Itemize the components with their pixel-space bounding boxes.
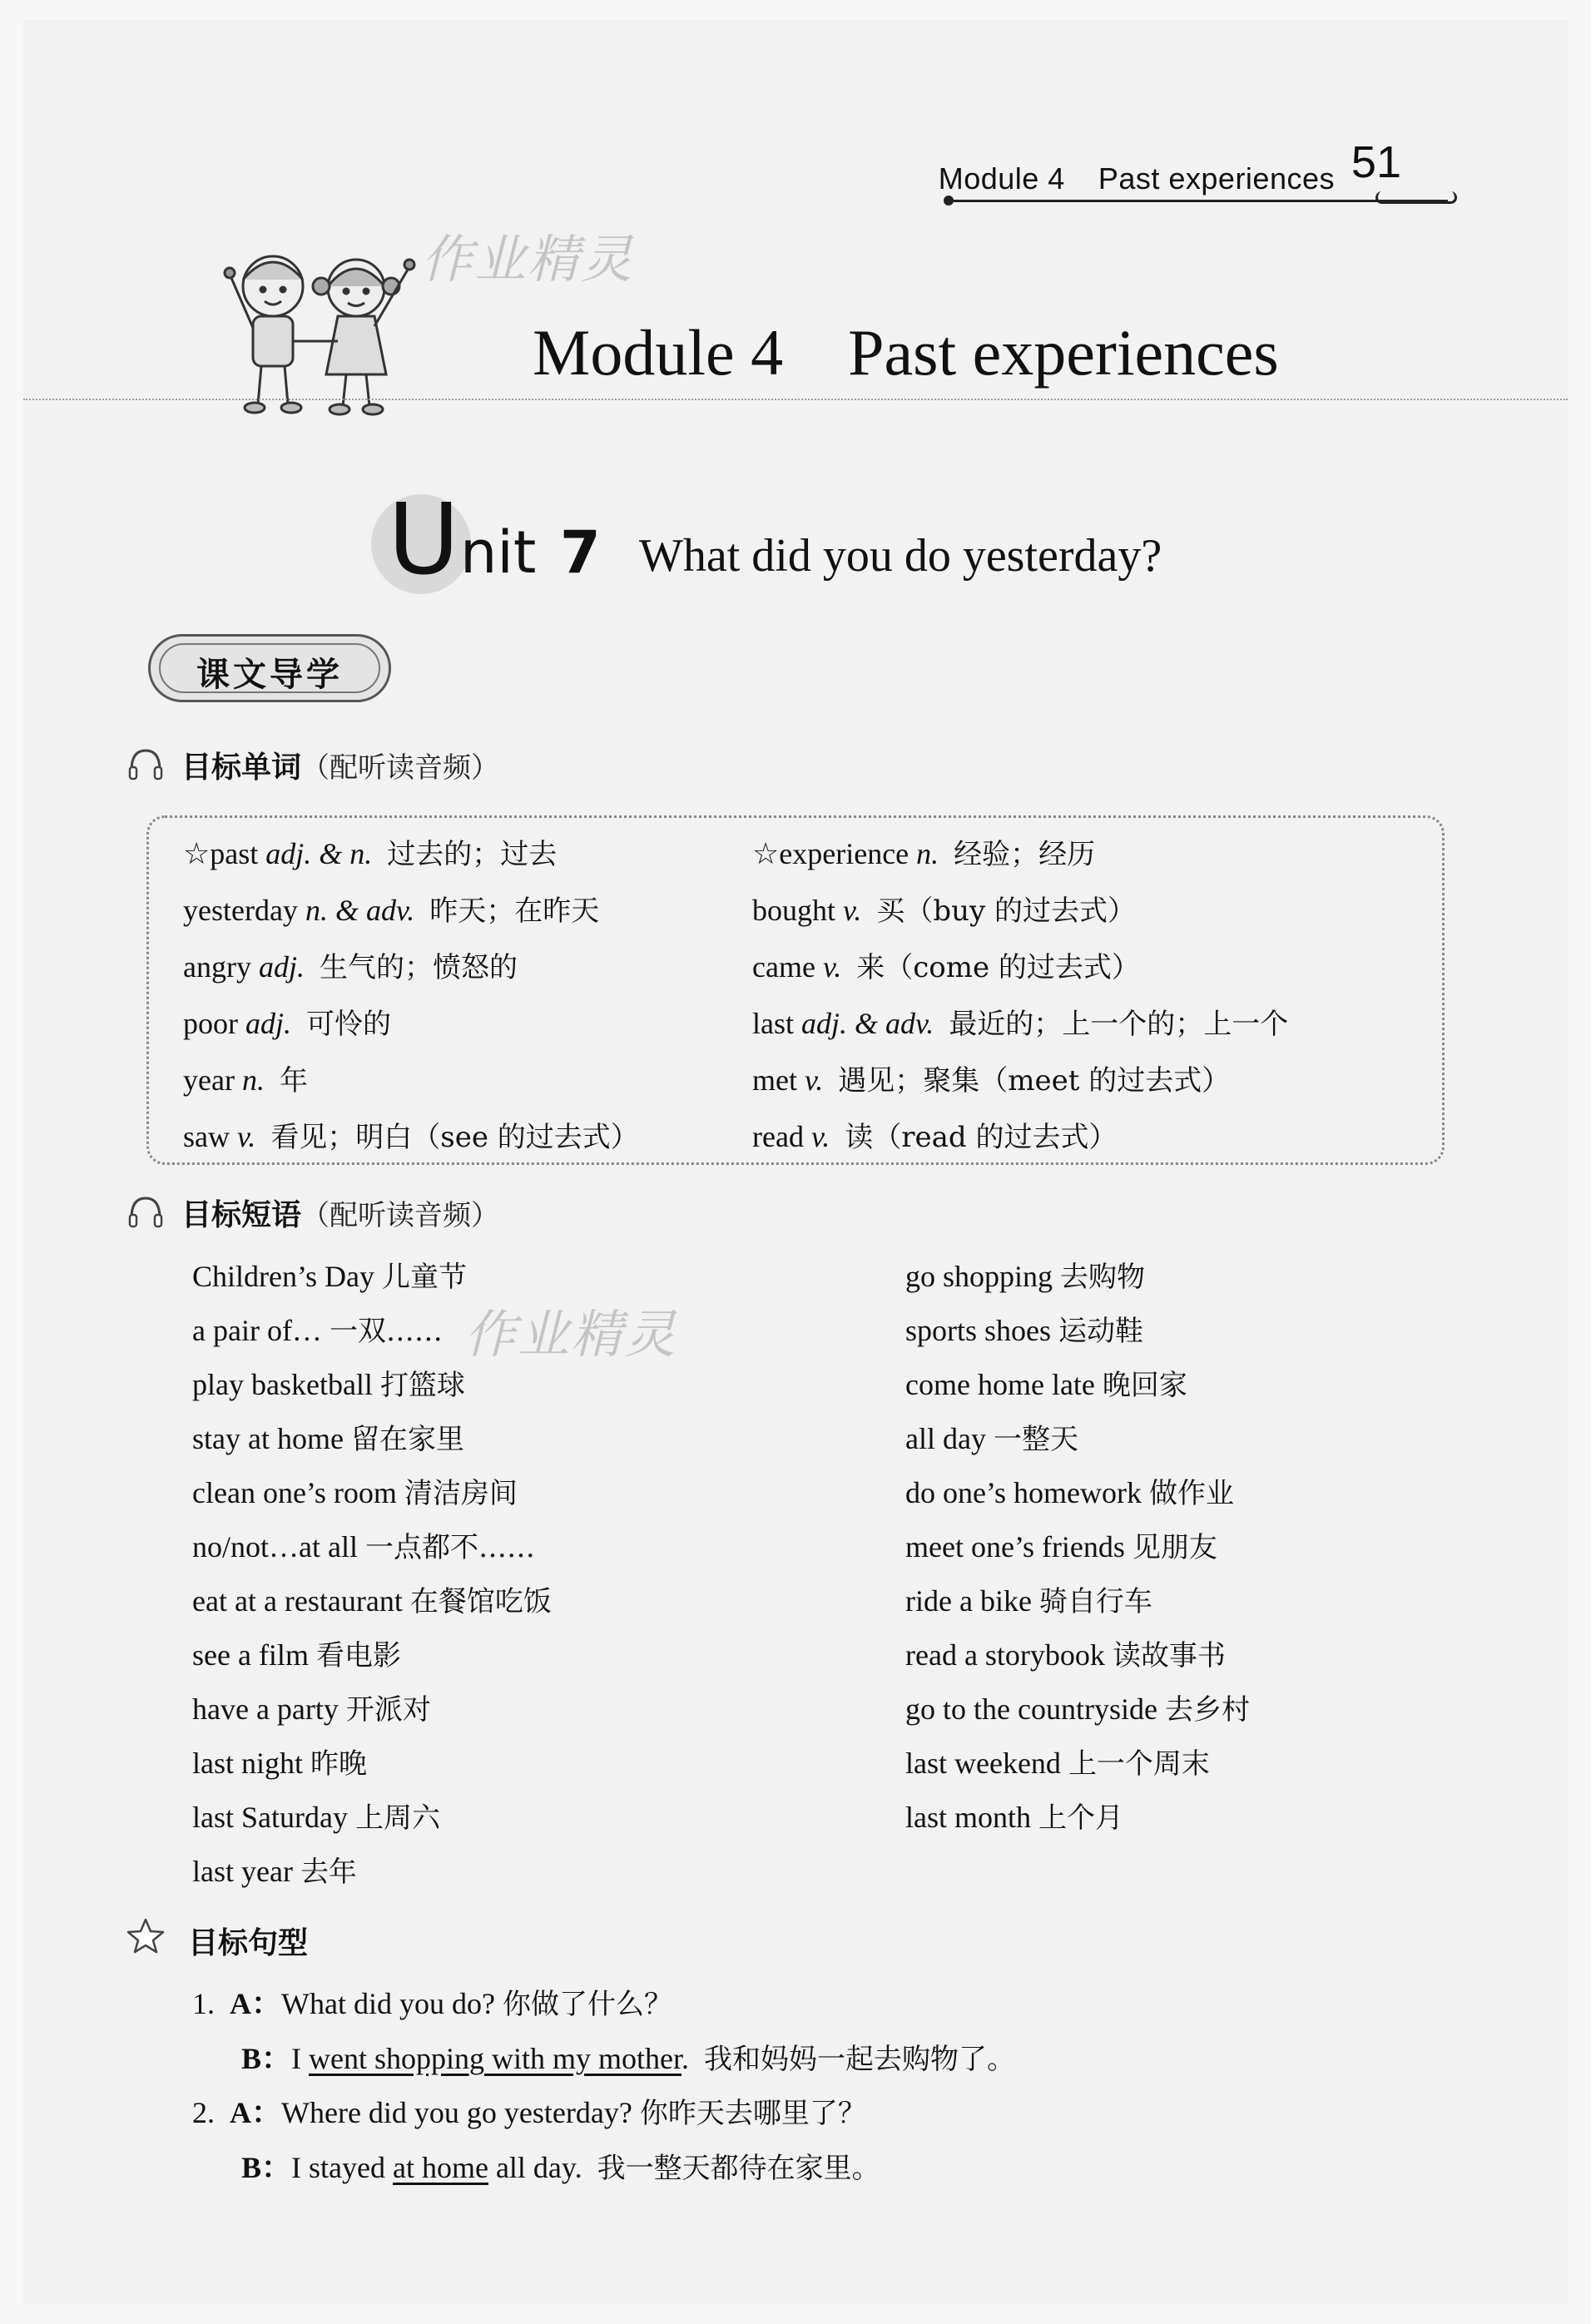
module-divider: [23, 399, 1568, 400]
phrase-item: clean one’s room 清洁房间: [192, 1476, 518, 1510]
phrase-item: eat at a restaurant 在餐馆吃饭: [192, 1584, 552, 1618]
vocab-item: ☆experience n. 经验；经历: [752, 837, 1096, 871]
vocab-item: read v. 读（read 的过去式）: [752, 1120, 1118, 1154]
running-module: Module 4: [938, 161, 1065, 196]
phrase-item: last year 去年: [192, 1855, 357, 1889]
vocab-item: ☆past adj. & n. 过去的；过去: [183, 837, 558, 871]
vocab-item: poor adj. 可怜的: [183, 1007, 392, 1041]
unit-subtitle: What did you do yesterday?: [639, 530, 1162, 582]
vocab-heading: [181, 744, 499, 786]
phrase-item: meet one’s friends 见朋友: [905, 1530, 1217, 1564]
phrase-item: last month 上个月: [905, 1801, 1123, 1835]
phrase-item: no/not…at all 一点都不……: [192, 1530, 535, 1564]
phrase-heading: [181, 1192, 499, 1234]
star-icon: [126, 1917, 165, 1954]
phrase-item: stay at home 留在家里: [192, 1422, 464, 1456]
watermark: 作业精灵: [464, 1304, 678, 1365]
vocab-item: came v. 来（come 的过去式）: [752, 950, 1140, 984]
module-title: Module 4 Past experiences: [533, 316, 1279, 389]
vocab-heading-title: 目标单词: [181, 751, 302, 785]
sentence-1-a: 1. A：What did you do? 你做了什么？: [192, 1987, 672, 2021]
vocab-heading-note: （配听读音频）: [301, 751, 500, 785]
unit-initial: U: [388, 482, 460, 597]
phrase-item: all day 一整天: [905, 1422, 1078, 1456]
sentence-2-b: B：I stayed at home all day. 我一整天都待在家里。: [241, 2151, 880, 2185]
vocab-item: met v. 遇见；聚集（meet 的过去式）: [752, 1063, 1231, 1098]
phrase-item: play basketball 打篮球: [192, 1368, 465, 1402]
sentence-2-a: 2. A：Where did you go yesterday? 你昨天去哪里了？: [192, 2096, 866, 2130]
phrase-heading-title: 目标短语: [181, 1198, 302, 1232]
phrase-item: a pair of… 一双……: [192, 1314, 443, 1348]
sentence-2-highlight: at home: [392, 2151, 488, 2184]
header-rule: [949, 200, 1448, 202]
phrase-item: last night 昨晚: [192, 1747, 367, 1781]
phrase-item: ride a bike 骑自行车: [905, 1584, 1152, 1618]
phrase-item: come home late 晚回家: [905, 1368, 1187, 1402]
vocab-item: bought v. 买（buy 的过去式）: [752, 894, 1137, 928]
phrase-item: have a party 开派对: [192, 1692, 431, 1727]
vocab-item: year n. 年: [183, 1063, 308, 1098]
phrase-item: read a storybook 读故事书: [905, 1638, 1226, 1672]
page-number-swash: [1375, 191, 1457, 204]
phrase-item: go to the countryside 去乡村: [905, 1692, 1250, 1727]
vocab-item: angry adj. 生气的；愤怒的: [183, 950, 518, 984]
phrase-item: sports shoes 运动鞋: [905, 1314, 1144, 1348]
phrase-item: last weekend 上一个周末: [905, 1747, 1210, 1781]
phrase-item: see a film 看电影: [192, 1638, 401, 1672]
children-illustration: [215, 228, 431, 436]
running-title: Past experiences: [1098, 161, 1335, 196]
sentence-1-b: B：I went shopping with my mother. 我和妈妈一起去购物了。: [241, 2042, 1015, 2076]
unit-word: nit: [460, 518, 537, 587]
sentence-heading: [188, 1920, 308, 1962]
phrase-item: Children’s Day 儿童节: [192, 1260, 467, 1294]
phrase-item: last Saturday 上周六: [192, 1801, 440, 1835]
banner-label: 课文导学: [196, 656, 343, 694]
headphones-icon: [126, 746, 165, 782]
watermark: 作业精灵: [421, 229, 635, 290]
vocab-item: yesterday n. & adv. 昨天；在昨天: [183, 894, 600, 928]
textbook-page: [23, 20, 1568, 2304]
headphones-icon: [126, 1193, 165, 1230]
sentence-heading-title: 目标句型: [188, 1926, 309, 1960]
phrase-item: do one’s homework 做作业: [905, 1476, 1234, 1510]
sentence-1-highlight: went shopping with my mother: [309, 2042, 682, 2075]
vocab-item: last adj. & adv. 最近的；上一个的；上一个: [752, 1007, 1289, 1041]
phrase-item: go shopping 去购物: [905, 1260, 1146, 1294]
page-number: 51: [1351, 137, 1401, 187]
vocab-item: saw v. 看见；明白（see 的过去式）: [183, 1120, 639, 1154]
unit-number: 7: [560, 518, 601, 587]
section-banner: [148, 634, 391, 702]
phrase-heading-note: （配听读音频）: [301, 1199, 500, 1232]
